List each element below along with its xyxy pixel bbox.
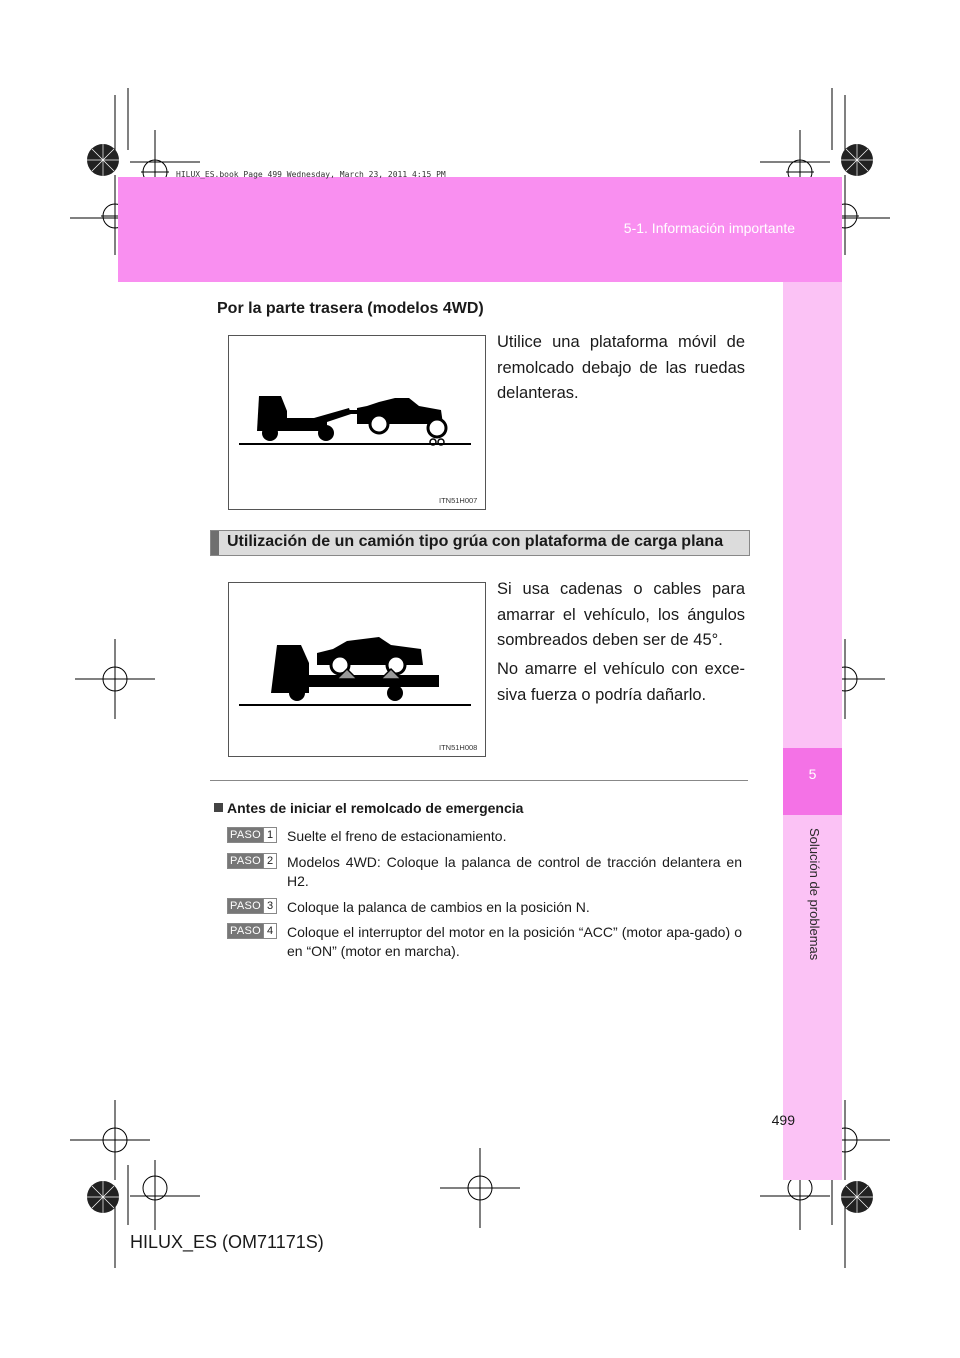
figure-rear-tow [228,335,486,510]
subsection-title: Por la parte trasera (modelos 4WD) [217,300,484,317]
step-item [227,853,747,895]
page-number: 499 [771,1112,795,1128]
chapter-number: 5 [808,766,817,782]
emergency-heading-text: Antes de iniciar el remolcado de emergencia [227,800,524,816]
square-bullet-icon [214,803,223,812]
section-header: 5-1. Información importante [623,220,795,236]
step-text: Suelte el freno de estacionamiento. [287,828,507,844]
step-badge [227,898,277,914]
figure-flatbed [228,582,486,757]
step-number: 3 [263,899,276,913]
step-word: PASO [230,925,261,937]
step-word: PASO [230,855,261,867]
step-badge [227,853,277,869]
tow-truck-illustration [229,336,485,509]
chapter-side-tab [783,282,842,1180]
figure-label: ITN51H007 [439,496,478,505]
heading-text: Utilización de un camión tipo grúa con plataforma de carga plana [227,533,724,550]
step-badge [227,923,277,939]
step-item [227,827,747,849]
figure-label: ITN51H008 [439,743,478,752]
step-number: 4 [263,924,276,938]
step-number: 2 [263,854,276,868]
book-info-line: HILUX_ES.book Page 499 Wednesday, March 23, 2011 4:15 PM [176,170,446,179]
flatbed-truck-illustration [229,583,485,756]
step-word: PASO [230,829,261,841]
step-number: 1 [263,828,276,842]
flatbed-text-2: No amarre el vehículo con exce-siva fuerza o podría dañarlo. [497,660,745,704]
section-heading-flatbed [210,530,750,556]
divider [210,780,748,781]
step-item [227,898,747,920]
step-text: Coloque el interruptor del motor en la posición “ACC” (motor apa-gado) o en “ON” (motor en marcha). [287,924,742,959]
flatbed-text-1: Si usa cadenas o cables para amarrar el vehículo, los ángulos sombreados deben ser de 45°. [497,580,745,649]
rear-tow-text: Utilice una plataforma móvil de remolcado debajo de las ruedas delanteras. [497,333,745,402]
step-word: PASO [230,900,261,912]
footer-model-code: HILUX_ES (OM71171S) [130,1232,324,1252]
chapter-title: Solución de problemas [807,828,822,961]
step-text: Coloque la palanca de cambios en la posición N. [287,899,590,915]
step-badge [227,827,277,843]
heading-marker [211,531,219,555]
emergency-heading [214,800,523,816]
step-text: Modelos 4WD: Coloque la palanca de control de tracción delantera en H2. [287,854,742,889]
step-item [227,923,747,965]
